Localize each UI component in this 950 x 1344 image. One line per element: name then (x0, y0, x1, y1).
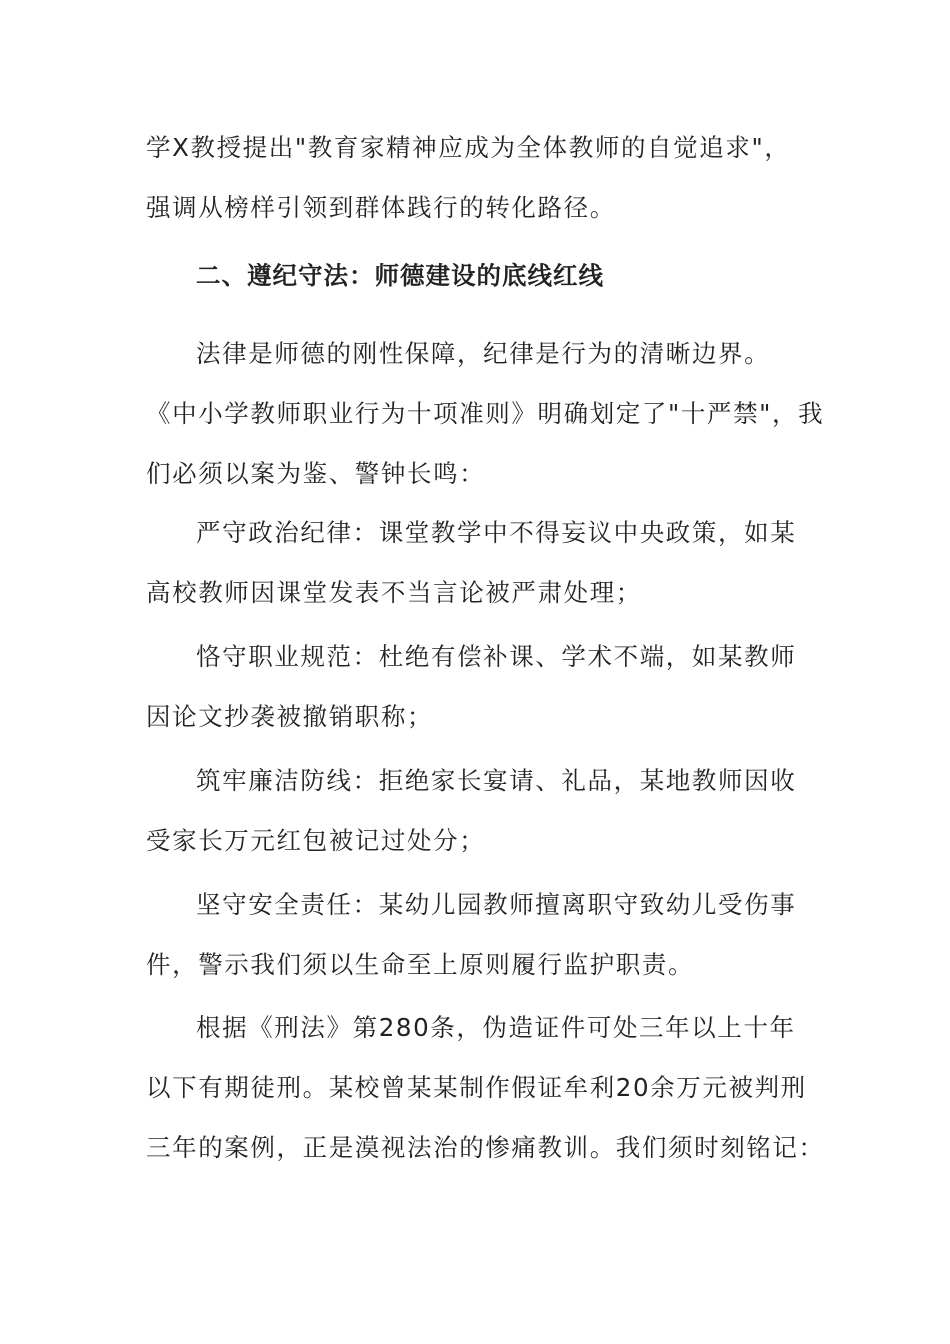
text-line: 《中小学教师职业行为十项准则》明确划定了"十严禁"，我 (146, 399, 825, 428)
text-line: 学X教授提出"教育家精神应成为全体教师的自觉追求"， (146, 133, 791, 162)
text-line: 根据《刑法》第280条，伪造证件可处三年以上十年 (196, 1013, 796, 1042)
text-line: 法律是师德的刚性保障，纪律是行为的清晰边界。 (196, 339, 771, 368)
paragraph-political-discipline (146, 503, 816, 623)
text-line: 件，警示我们须以生命至上原则履行监护职责。 (146, 950, 695, 979)
text-line: 高校教师因课堂发表不当言论被严肃处理； (146, 578, 642, 607)
paragraph-law-discipline (146, 324, 825, 504)
text-line: 坚守安全责任：某幼儿园教师擅离职守致幼儿受伤事 (196, 890, 797, 919)
text-line: 强调从榜样引领到群体践行的转化路径。 (146, 193, 616, 222)
text-line: 严守政治纪律：课堂教学中不得妄议中央政策，如某 (196, 518, 797, 547)
paragraph-professional-norms (146, 627, 816, 747)
section-heading (146, 246, 816, 306)
text-line: 三年的案例，正是漠视法治的惨痛教训。我们须时刻铭记： (146, 1133, 825, 1162)
text-line: 受家长万元红包被记过处分； (146, 826, 486, 855)
text-line: 恪守职业规范：杜绝有偿补课、学术不端，如某教师 (196, 642, 797, 671)
paragraph-integrity (146, 751, 816, 871)
text-line: 们必须以案为鉴、警钟长鸣： (146, 459, 486, 488)
text-line: 因论文抄袭被撤销职称； (146, 702, 434, 731)
paragraph-criminal-law (146, 998, 825, 1178)
heading-text: 二、遵纪守法：师德建设的底线红线 (196, 261, 604, 290)
paragraph-safety (146, 875, 816, 995)
text-line: 以下有期徒刑。某校曾某某制作假证牟利20余万元被判刑 (146, 1073, 807, 1102)
text-line: 筑牢廉洁防线：拒绝家长宴请、礼品，某地教师因收 (196, 766, 797, 795)
intro-paragraph (146, 118, 816, 238)
